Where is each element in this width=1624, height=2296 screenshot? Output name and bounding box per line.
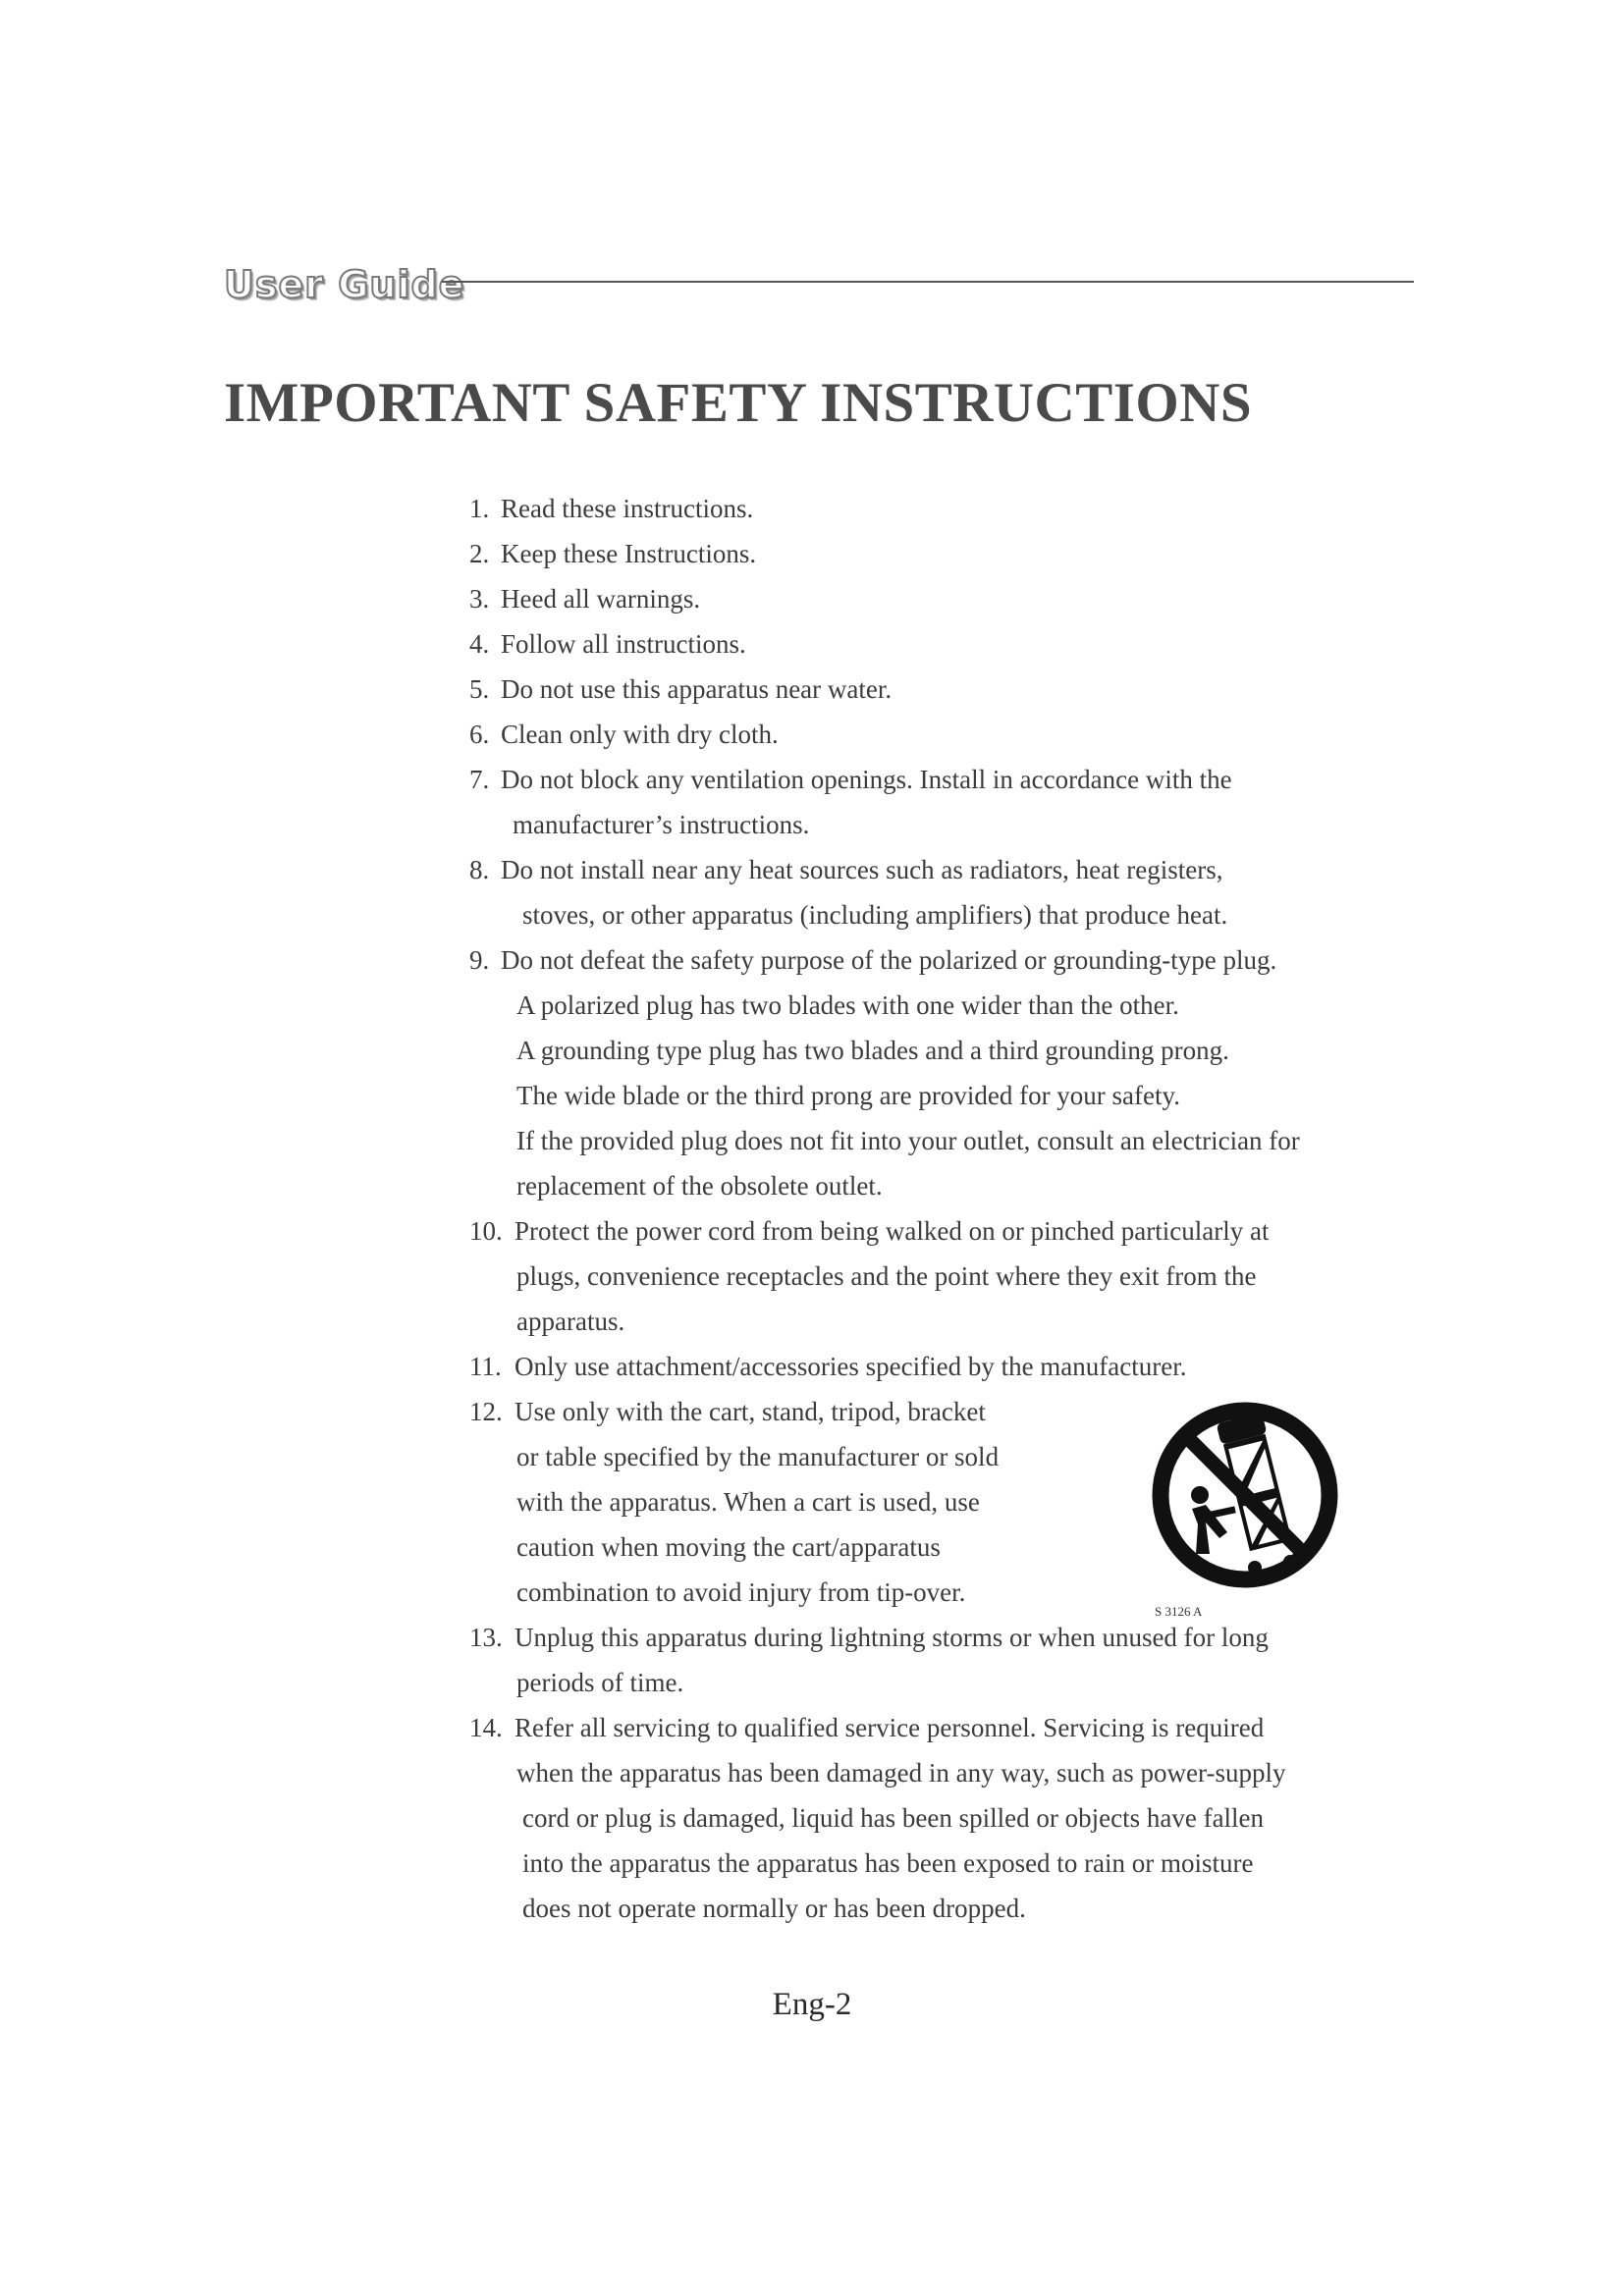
item-number: 11.: [469, 1352, 502, 1381]
instruction-line: does not operate normally or has been dropped.: [522, 1894, 1026, 1923]
instruction-line: A polarized plug has two blades with one wider than the other.: [516, 990, 1179, 1020]
item-number: 1.: [469, 494, 490, 523]
item-number: 3.: [469, 584, 490, 614]
instruction-line: Only use attachment/accessories specified by the manufacturer.: [514, 1352, 1187, 1381]
instruction-line: apparatus.: [516, 1307, 625, 1336]
page-number: Eng-2: [772, 1987, 852, 2022]
item-number: 13.: [469, 1623, 503, 1652]
item-number: 14.: [469, 1713, 503, 1742]
instruction-line: Do not block any ventilation openings. Install in accordance with the: [501, 765, 1232, 794]
instruction-line: with the apparatus. When a cart is used, use: [516, 1487, 980, 1517]
item-number: 4.: [469, 629, 490, 659]
instruction-line: Read these instructions.: [501, 494, 754, 523]
instruction-line: Do not use this apparatus near water.: [501, 674, 893, 704]
instruction-line: Clean only with dry cloth.: [501, 720, 779, 749]
instruction-line: Unplug this apparatus during lightning storms or when unused for long: [514, 1623, 1269, 1652]
item-number: 9.: [469, 945, 490, 975]
instruction-line: replacement of the obsolete outlet.: [516, 1171, 883, 1201]
instruction-line: caution when moving the cart/apparatus: [516, 1532, 941, 1562]
instruction-line: periods of time.: [516, 1668, 684, 1697]
item-number: 10.: [469, 1216, 503, 1246]
instruction-line: manufacturer’s instructions.: [513, 810, 810, 839]
item-number: 6.: [469, 720, 490, 749]
instruction-line: A grounding type plug has two blades and a third grounding prong.: [516, 1036, 1229, 1065]
instruction-line: The wide blade or the third prong are provided for your safety.: [516, 1081, 1181, 1110]
instruction-line: stoves, or other apparatus (including amplifiers) that produce heat.: [522, 900, 1228, 930]
instruction-line: Heed all warnings.: [501, 584, 701, 614]
instruction-line: plugs, convenience receptacles and the point where they exit from the: [516, 1261, 1257, 1291]
cart-warning-figure: [1141, 1389, 1349, 1620]
instruction-line: into the apparatus the apparatus has been exposed to rain or moisture: [522, 1848, 1254, 1878]
item-number: 8.: [469, 855, 490, 884]
instruction-line: Do not defeat the safety purpose of the polarized or grounding-type plug.: [501, 945, 1277, 975]
item-number: 7.: [469, 765, 490, 794]
instruction-line: Keep these Instructions.: [501, 539, 757, 568]
instruction-line: when the apparatus has been damaged in any way, such as power-supply: [516, 1758, 1286, 1788]
item-number: 12.: [469, 1397, 503, 1426]
instruction-line: If the provided plug does not fit into your outlet, consult an electrician for: [516, 1126, 1300, 1155]
instruction-line: Do not install near any heat sources such as radiators, heat registers,: [501, 855, 1223, 884]
page-title: IMPORTANT SAFETY INSTRUCTIONS: [224, 372, 1253, 434]
instruction-line: Follow all instructions.: [501, 629, 746, 659]
cart-tip-over-warning-icon: [1141, 1389, 1349, 1620]
instruction-line: cord or plug is damaged, liquid has been spilled or objects have fallen: [522, 1803, 1265, 1833]
instruction-line: Protect the power cord from being walked on or pinched particularly at: [514, 1216, 1270, 1246]
figure-code: S 3126 A: [1155, 1604, 1203, 1619]
instruction-line: combination to avoid injury from tip-over.: [516, 1577, 966, 1607]
instruction-line: Use only with the cart, stand, tripod, bracket: [514, 1397, 986, 1426]
instruction-line: or table specified by the manufacturer or sold: [516, 1442, 1000, 1471]
item-number: 2.: [469, 539, 490, 568]
item-number: 5.: [469, 674, 490, 704]
instruction-line: Refer all servicing to qualified service personnel. Servicing is required: [514, 1713, 1265, 1742]
user-guide-logo: User Guide: [224, 263, 465, 306]
